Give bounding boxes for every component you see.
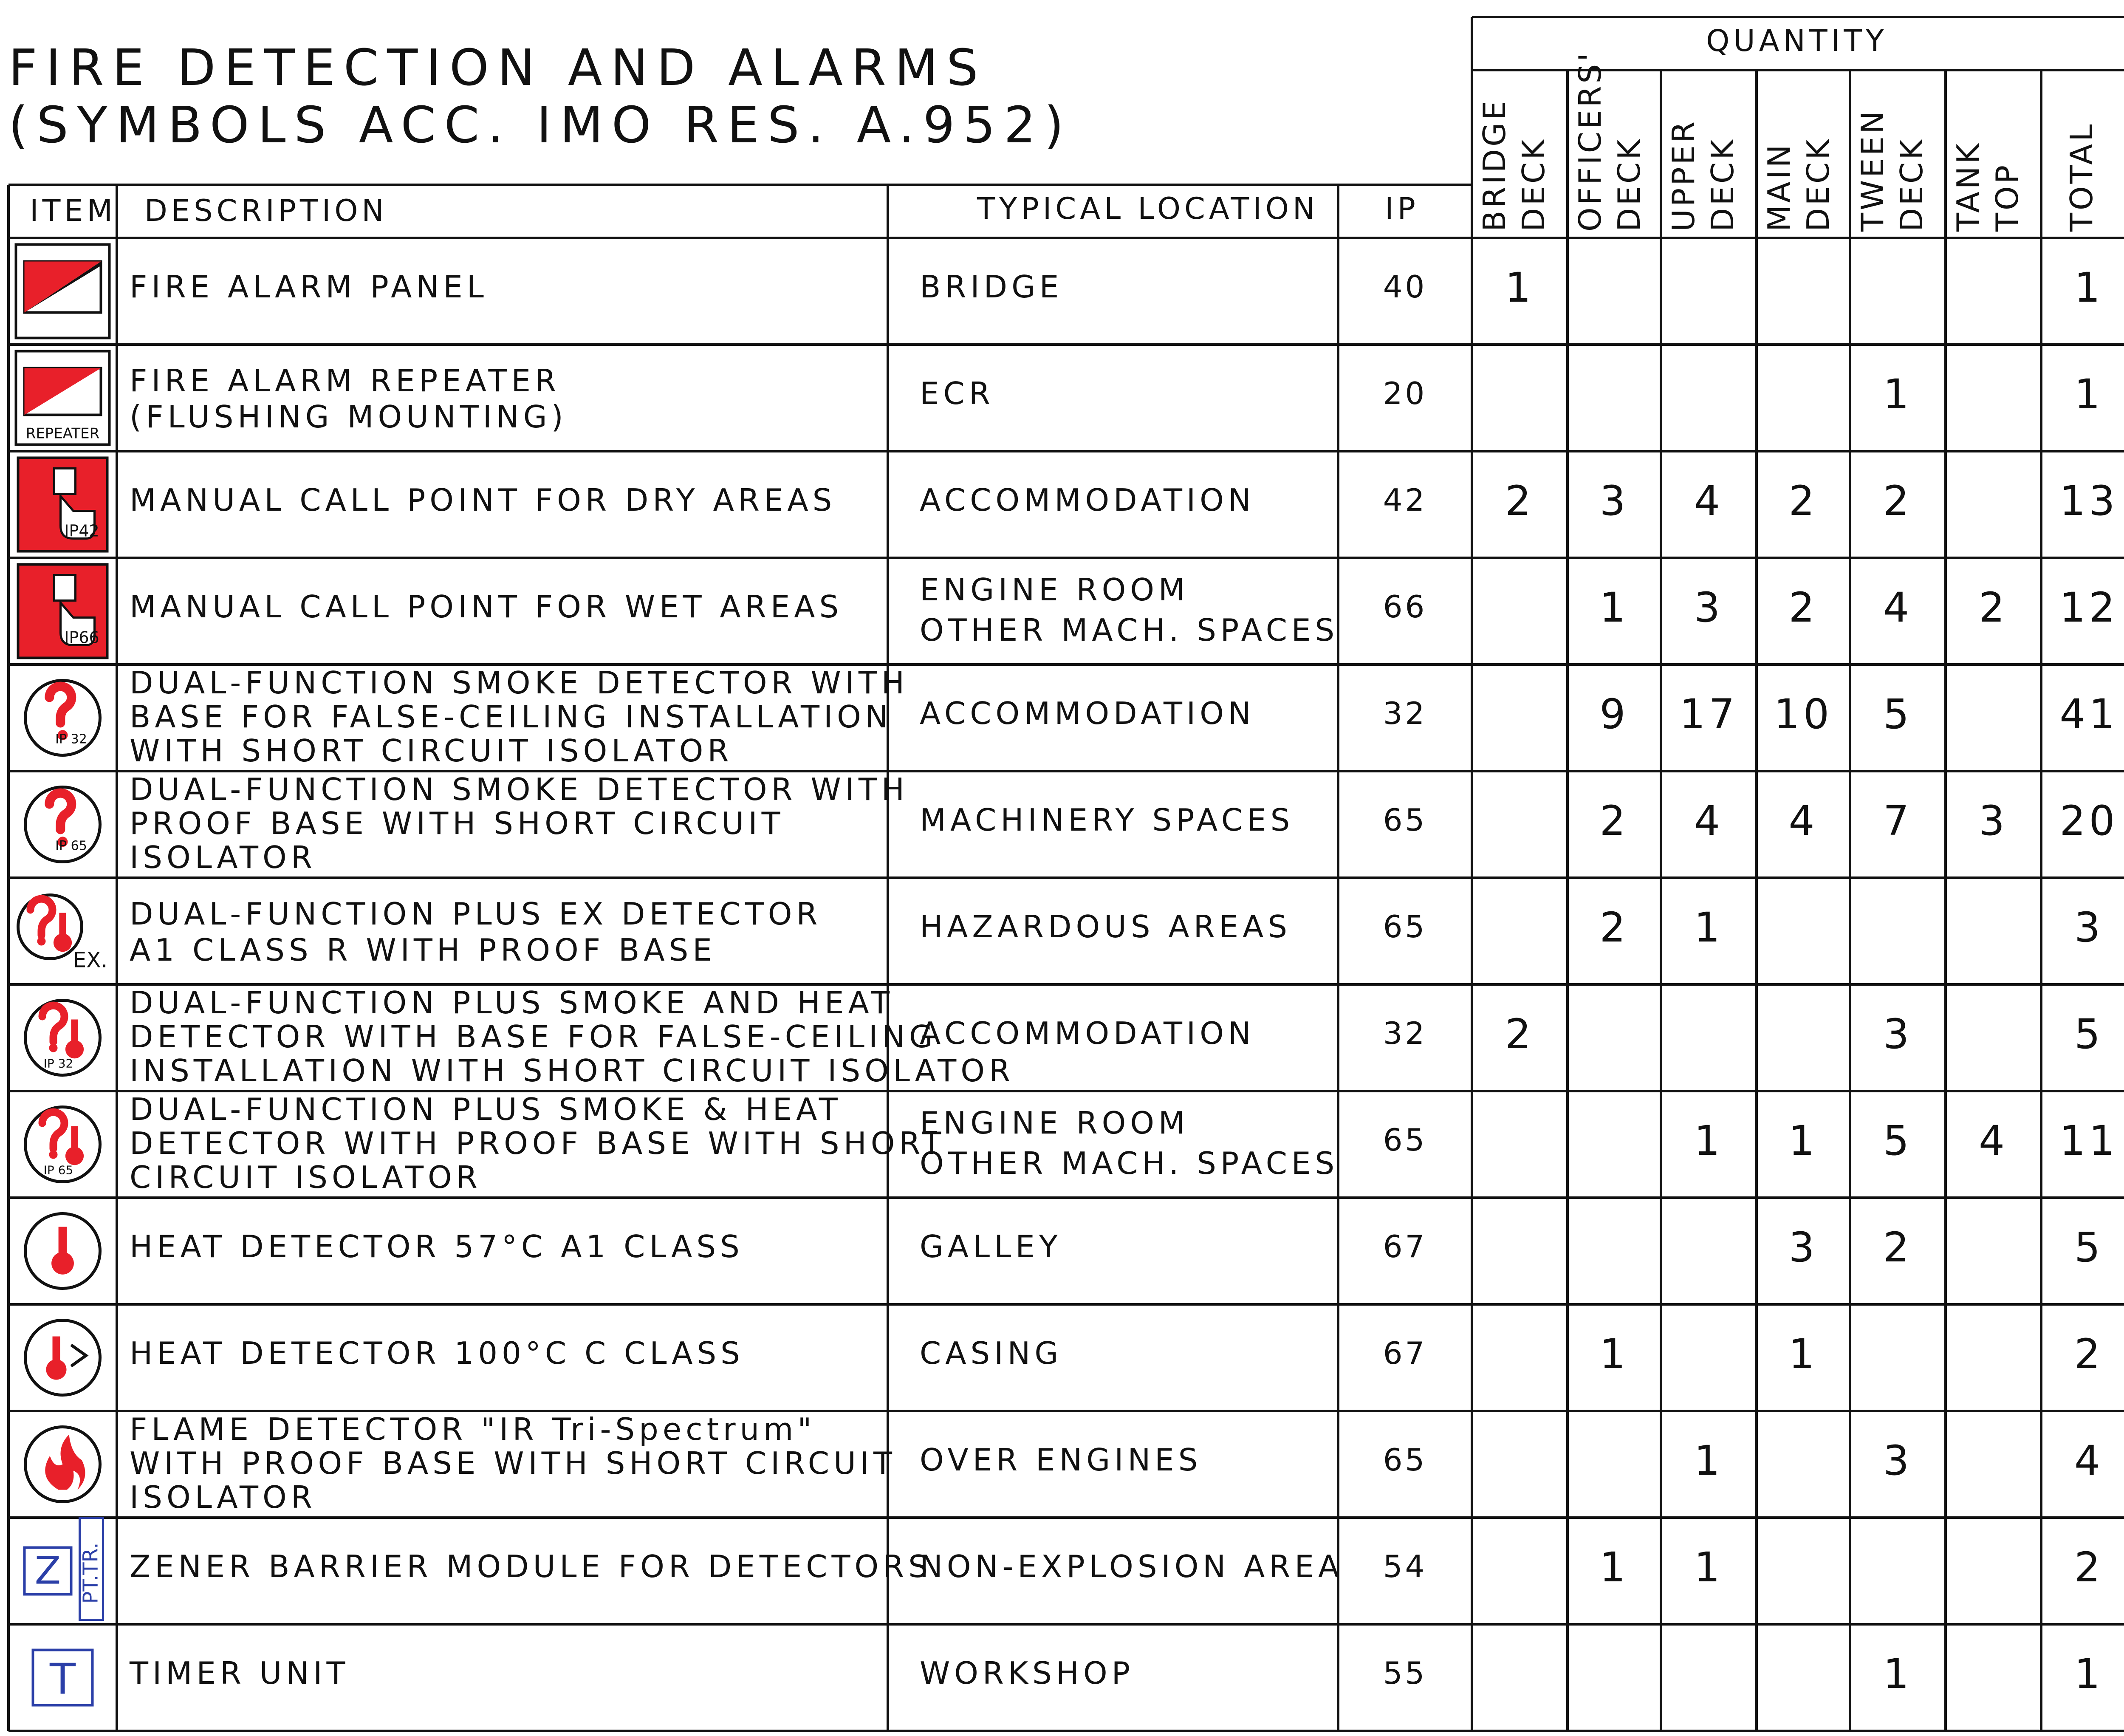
ex-detector-icon bbox=[18, 895, 108, 973]
row-description-line: ISOLATOR bbox=[130, 840, 316, 875]
row-description-line: FIRE ALARM PANEL bbox=[130, 269, 488, 305]
deck-header-3-line1: MAIN bbox=[1761, 142, 1797, 232]
timer-unit-icon bbox=[33, 1650, 93, 1705]
row-location-line: WORKSHOP bbox=[920, 1655, 1135, 1691]
row-ip-value: 67 bbox=[1383, 1229, 1427, 1264]
row-description-line: DETECTOR WITH PROOF BASE WITH SHORT bbox=[130, 1125, 946, 1161]
row-ip-value: 32 bbox=[1383, 1015, 1427, 1051]
row-quantity-6: 41 bbox=[2059, 690, 2118, 738]
table-row bbox=[130, 1411, 2104, 1515]
symbols-column bbox=[16, 245, 110, 1705]
row-quantity-1: 2 bbox=[1599, 797, 1629, 845]
row-quantity-5: 3 bbox=[1978, 797, 2008, 845]
row-quantity-3: 2 bbox=[1788, 584, 1818, 631]
row-description-line: HEAT DETECTOR 57°C A1 CLASS bbox=[130, 1229, 744, 1264]
row-ip-value: 65 bbox=[1383, 909, 1427, 944]
row-quantity-2: 17 bbox=[1679, 690, 1738, 738]
row-description-line: ISOLATOR bbox=[130, 1479, 316, 1515]
row-description-line: CIRCUIT ISOLATOR bbox=[130, 1159, 482, 1195]
header-location: TYPICAL LOCATION bbox=[977, 191, 1319, 226]
row-ip-value: 55 bbox=[1383, 1655, 1427, 1691]
row-ip-value: 67 bbox=[1383, 1335, 1427, 1371]
row-quantity-6: 2 bbox=[2074, 1330, 2104, 1378]
row-quantity-2: 1 bbox=[1694, 1437, 1724, 1484]
table-row bbox=[130, 896, 2104, 968]
row-description-line: HEAT DETECTOR 100°C C CLASS bbox=[130, 1335, 744, 1371]
row-quantity-0: 2 bbox=[1505, 477, 1535, 525]
row-quantity-2: 1 bbox=[1694, 904, 1724, 951]
row-quantity-4: 1 bbox=[1883, 370, 1913, 418]
row-ip-value: 65 bbox=[1383, 802, 1427, 838]
ex-label: EX. bbox=[73, 947, 108, 973]
table-row bbox=[130, 665, 2118, 769]
title-line-1: FIRE DETECTION AND ALARMS bbox=[8, 38, 987, 97]
row-location-line: OTHER MACH. SPACES bbox=[920, 1145, 1339, 1181]
ip-label: IP 65 bbox=[43, 1163, 73, 1177]
row-quantity-2: 3 bbox=[1694, 584, 1724, 631]
smoke-heat-ip65-icon bbox=[25, 1107, 100, 1182]
zener-pt-label: PT.TR. bbox=[79, 1542, 103, 1604]
repeater-label: REPEATER bbox=[25, 425, 100, 442]
header-item: ITEM bbox=[30, 193, 117, 228]
table-row bbox=[129, 1650, 2104, 1698]
table-row bbox=[130, 1330, 2104, 1378]
row-location-line: OTHER MACH. SPACES bbox=[920, 612, 1339, 648]
row-description-line: (FLUSHING MOUNTING) bbox=[130, 399, 568, 435]
row-description-line: DUAL-FUNCTION SMOKE DETECTOR WITH bbox=[130, 772, 909, 807]
row-quantity-6: 1 bbox=[2074, 370, 2104, 418]
table-row bbox=[130, 264, 2104, 311]
row-description-line: MANUAL CALL POINT FOR WET AREAS bbox=[130, 589, 843, 625]
row-description-line: DUAL-FUNCTION SMOKE DETECTOR WITH bbox=[130, 665, 909, 701]
zener-z-label: Z bbox=[34, 1548, 61, 1593]
ip-label: IP 65 bbox=[55, 838, 87, 854]
row-quantity-6: 12 bbox=[2059, 584, 2118, 631]
row-location-line: NON-EXPLOSION AREA bbox=[920, 1549, 1344, 1584]
row-quantity-2: 4 bbox=[1694, 797, 1724, 845]
row-description-line: DUAL-FUNCTION PLUS EX DETECTOR bbox=[130, 896, 822, 932]
row-quantity-6: 20 bbox=[2059, 797, 2118, 845]
deck-header-0-line2: DECK bbox=[1516, 137, 1551, 232]
deck-header-4-line2: DECK bbox=[1894, 137, 1929, 232]
row-ip-value: 54 bbox=[1383, 1549, 1427, 1584]
row-quantity-1: 3 bbox=[1599, 477, 1629, 525]
call-point-wet-icon bbox=[18, 565, 107, 658]
row-quantity-4: 5 bbox=[1883, 1117, 1913, 1165]
row-quantity-4: 5 bbox=[1883, 690, 1913, 738]
row-description-line: TIMER UNIT bbox=[130, 1655, 350, 1691]
row-ip-value: 42 bbox=[1383, 482, 1427, 518]
deck-header-2-line2: DECK bbox=[1705, 137, 1740, 232]
header-description: DESCRIPTION bbox=[144, 193, 388, 228]
row-location-line: ACCOMMODATION bbox=[920, 482, 1255, 518]
smoke-detector-ip32-icon bbox=[25, 681, 100, 755]
deck-header-6-line1: TOTAL bbox=[2064, 122, 2099, 232]
deck-header-5-line2: TOP bbox=[1989, 162, 2025, 232]
row-description-line: MANUAL CALL POINT FOR DRY AREAS bbox=[130, 482, 836, 518]
table-row bbox=[130, 477, 2118, 525]
ip-label: IP66 bbox=[64, 628, 99, 647]
row-quantity-5: 4 bbox=[1978, 1117, 2008, 1165]
row-description-line: BASE FOR FALSE-CEILING INSTALLATION bbox=[130, 699, 893, 735]
row-description-line: DUAL-FUNCTION PLUS SMOKE AND HEAT bbox=[130, 985, 894, 1021]
row-description-line: ZENER BARRIER MODULE FOR DETECTORS bbox=[130, 1549, 932, 1584]
row-quantity-4: 2 bbox=[1883, 477, 1913, 525]
row-location-line: CASING bbox=[920, 1335, 1063, 1371]
table-row bbox=[130, 1091, 2118, 1195]
timer-t-label: T bbox=[49, 1654, 76, 1704]
row-quantity-1: 2 bbox=[1599, 904, 1629, 951]
deck-header-2-line1: UPPER bbox=[1666, 119, 1701, 232]
table-row bbox=[130, 363, 2104, 435]
title-line-2: (SYMBOLS ACC. IMO RES. A.952) bbox=[8, 96, 1073, 154]
table-rows bbox=[129, 264, 2118, 1698]
row-quantity-3: 1 bbox=[1788, 1117, 1818, 1165]
row-description-line: PROOF BASE WITH SHORT CIRCUIT bbox=[130, 806, 785, 841]
row-quantity-1: 1 bbox=[1599, 1544, 1629, 1591]
row-description-line: A1 CLASS R WITH PROOF BASE bbox=[130, 932, 716, 968]
row-quantity-0: 2 bbox=[1505, 1010, 1535, 1058]
row-location-line: BRIDGE bbox=[920, 269, 1063, 305]
row-ip-value: 66 bbox=[1383, 589, 1427, 625]
row-ip-value: 32 bbox=[1383, 696, 1427, 731]
row-description-line: FLAME DETECTOR "IR Tri-Spectrum" bbox=[130, 1411, 816, 1447]
row-quantity-3: 2 bbox=[1788, 477, 1818, 525]
row-quantity-3: 4 bbox=[1788, 797, 1818, 845]
row-quantity-4: 7 bbox=[1883, 797, 1913, 845]
row-quantity-4: 2 bbox=[1883, 1224, 1913, 1271]
row-quantity-4: 1 bbox=[1883, 1650, 1913, 1698]
heat-detector-57-icon bbox=[25, 1214, 100, 1289]
smoke-heat-ip32-icon bbox=[25, 1001, 100, 1075]
deck-header-5-line1: TANK bbox=[1950, 141, 1986, 232]
deck-header-4-line1: TWEEN bbox=[1855, 108, 1890, 232]
row-quantity-3: 3 bbox=[1788, 1224, 1818, 1271]
row-quantity-6: 11 bbox=[2059, 1117, 2118, 1165]
smoke-detector-ip65-icon bbox=[25, 787, 100, 862]
row-quantity-2: 1 bbox=[1694, 1544, 1724, 1591]
heat-detector-100-icon bbox=[25, 1320, 100, 1395]
ip-label: IP42 bbox=[64, 521, 99, 540]
header-quantity: QUANTITY bbox=[1706, 23, 1888, 58]
row-quantity-1: 1 bbox=[1599, 584, 1629, 631]
row-quantity-6: 1 bbox=[2074, 1650, 2104, 1698]
row-quantity-1: 1 bbox=[1599, 1330, 1629, 1378]
row-quantity-6: 4 bbox=[2074, 1437, 2104, 1484]
row-location-line: HAZARDOUS AREAS bbox=[920, 909, 1292, 944]
header-ip: IP bbox=[1385, 191, 1419, 226]
row-ip-value: 20 bbox=[1383, 376, 1427, 411]
row-quantity-6: 2 bbox=[2074, 1544, 2104, 1591]
deck-header-1-line2: DECK bbox=[1611, 137, 1647, 232]
ip-label: IP 32 bbox=[55, 732, 87, 747]
row-quantity-6: 13 bbox=[2059, 477, 2118, 525]
repeater-icon bbox=[16, 351, 110, 445]
row-ip-value: 65 bbox=[1383, 1122, 1427, 1158]
ip-label: IP 32 bbox=[43, 1056, 73, 1071]
row-quantity-0: 1 bbox=[1505, 264, 1535, 311]
row-description-line: DETECTOR WITH BASE FOR FALSE-CEILING bbox=[130, 1019, 937, 1055]
row-location-line: ENGINE ROOM bbox=[920, 1105, 1189, 1141]
table-row bbox=[130, 572, 2118, 648]
row-location-line: MACHINERY SPACES bbox=[920, 802, 1294, 838]
row-quantity-3: 10 bbox=[1774, 690, 1833, 738]
panel-icon bbox=[16, 245, 110, 338]
zener-barrier-icon bbox=[25, 1518, 103, 1620]
deck-header-3-line2: DECK bbox=[1800, 137, 1836, 232]
row-description-line: WITH SHORT CIRCUIT ISOLATOR bbox=[130, 733, 733, 769]
call-point-dry-icon bbox=[18, 458, 107, 551]
table-row bbox=[130, 985, 2104, 1089]
row-location-line: ECR bbox=[920, 376, 994, 411]
row-location-line: OVER ENGINES bbox=[920, 1442, 1202, 1478]
row-quantity-5: 2 bbox=[1978, 584, 2008, 631]
row-quantity-4: 4 bbox=[1883, 584, 1913, 631]
row-quantity-6: 1 bbox=[2074, 264, 2104, 311]
deck-headers bbox=[1477, 51, 2099, 232]
row-location-line: ENGINE ROOM bbox=[920, 572, 1189, 608]
row-ip-value: 40 bbox=[1383, 269, 1427, 305]
row-quantity-6: 5 bbox=[2074, 1010, 2104, 1058]
row-description-line: INSTALLATION WITH SHORT CIRCUIT ISOLATOR bbox=[130, 1053, 1014, 1089]
row-quantity-1: 9 bbox=[1599, 690, 1629, 738]
row-description-line: DUAL-FUNCTION PLUS SMOKE & HEAT bbox=[130, 1091, 842, 1127]
flame-detector-icon bbox=[25, 1427, 100, 1502]
table-row bbox=[130, 772, 2118, 875]
deck-header-0-line1: BRIDGE bbox=[1477, 98, 1512, 232]
deck-header-1-line1: OFFICERS' bbox=[1572, 50, 1608, 232]
row-location-line: GALLEY bbox=[920, 1229, 1062, 1264]
table-row bbox=[130, 1224, 2104, 1271]
row-description-line: WITH PROOF BASE WITH SHORT CIRCUIT bbox=[130, 1445, 896, 1481]
row-quantity-6: 3 bbox=[2074, 904, 2104, 951]
row-location-line: ACCOMMODATION bbox=[920, 696, 1255, 731]
row-quantity-2: 1 bbox=[1694, 1117, 1724, 1165]
row-quantity-3: 1 bbox=[1788, 1330, 1818, 1378]
row-quantity-2: 4 bbox=[1694, 477, 1724, 525]
row-quantity-4: 3 bbox=[1883, 1010, 1913, 1058]
row-description-line: FIRE ALARM REPEATER bbox=[130, 363, 560, 399]
row-quantity-6: 5 bbox=[2074, 1224, 2104, 1271]
row-ip-value: 65 bbox=[1383, 1442, 1427, 1478]
row-quantity-4: 3 bbox=[1883, 1437, 1913, 1484]
table-row bbox=[130, 1544, 2104, 1591]
row-location-line: ACCOMMODATION bbox=[920, 1015, 1255, 1051]
